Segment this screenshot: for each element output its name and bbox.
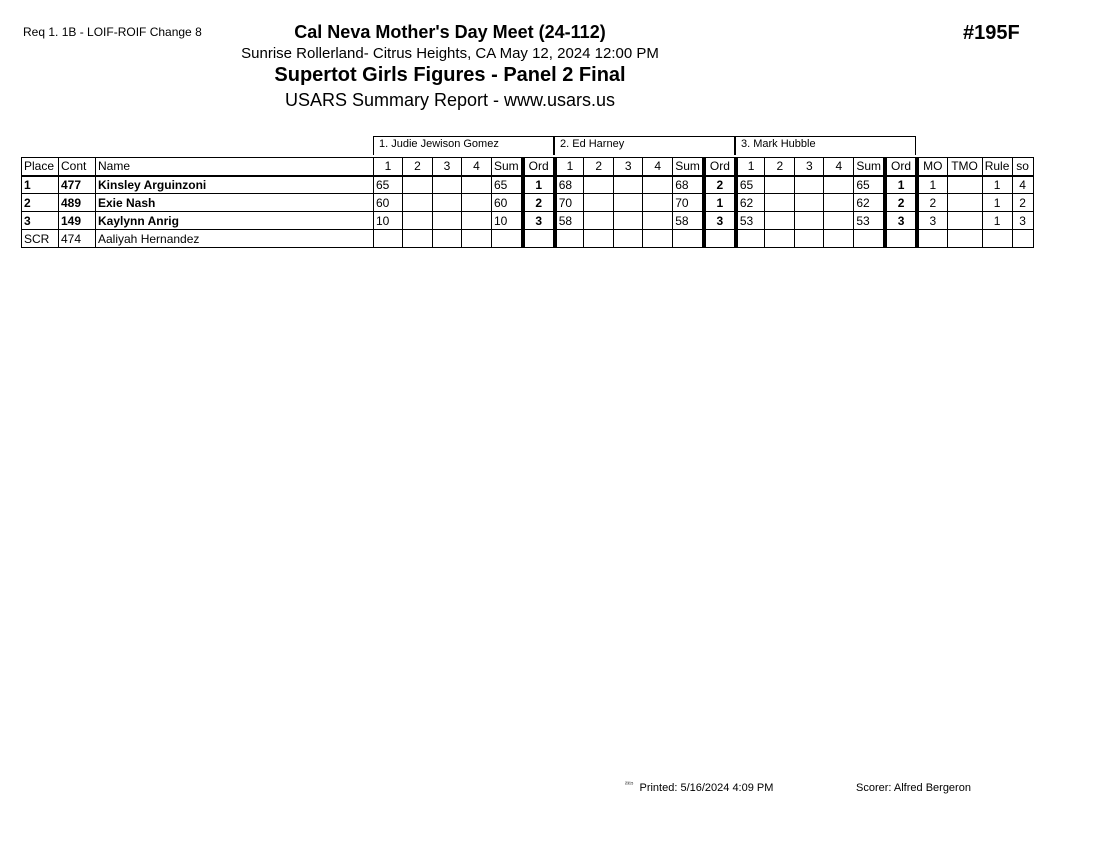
judge-3-figure-score-cell (824, 176, 854, 194)
judge-3-ordinal-cell: 1 (885, 176, 917, 194)
majority-ordinal-cell: 2 (917, 194, 947, 212)
total-majority-ordinal-cell (947, 176, 982, 194)
judge-2-figure-score-cell (584, 212, 614, 230)
printed-text: Printed: 5/16/2024 4:09 PM (639, 782, 774, 794)
col-j1-sum: Sum (492, 158, 523, 176)
judge-2-figure-score-cell (555, 230, 584, 248)
judge-1-figure-score-cell (403, 176, 433, 194)
judge-2-figure-score-cell (614, 194, 643, 212)
judge-2-sum-cell: 70 (673, 194, 704, 212)
contestant-number-cell: 477 (59, 176, 96, 194)
col-j1-fig4: 4 (462, 158, 492, 176)
judge-2-figure-score-cell (584, 176, 614, 194)
judge-2-header: 2. Ed Harney (554, 136, 735, 155)
judge-3-figure-score-cell: 53 (736, 212, 765, 230)
col-name: Name (96, 158, 374, 176)
judge-3-figure-score-cell (795, 194, 824, 212)
judge-1-ordinal-cell: 3 (523, 212, 555, 230)
rule-cell: 1 (982, 212, 1012, 230)
judge-3-figure-score-cell: 65 (736, 176, 765, 194)
sum-of-ordinals-cell: 2 (1012, 194, 1033, 212)
judge-1-figure-score-cell (433, 230, 462, 248)
judge-3-sum-cell: 65 (854, 176, 885, 194)
table-row (22, 194, 1034, 212)
judge-3-figure-score-cell (765, 176, 795, 194)
judge-3-figure-score-cell (824, 212, 854, 230)
judge-2-figure-score-cell (643, 194, 673, 212)
table-row (22, 230, 1034, 248)
rule-cell: 1 (982, 194, 1012, 212)
contestant-number-cell: 489 (59, 194, 96, 212)
col-j1-fig1: 1 (374, 158, 403, 176)
judge-3-figure-score-cell (795, 212, 824, 230)
sum-of-ordinals-cell: 4 (1012, 176, 1033, 194)
col-j3-fig2: 2 (765, 158, 795, 176)
judge-3-figure-score-cell (795, 176, 824, 194)
judge-3-figure-score-cell (765, 230, 795, 248)
judge-1-figure-score-cell (433, 176, 462, 194)
judge-1-figure-score-cell (403, 212, 433, 230)
judge-1-sum-cell: 10 (492, 212, 523, 230)
requirement-note: Req 1. 1B - LOIF-ROIF Change 8 (23, 25, 202, 39)
judge-2-figure-score-cell (614, 176, 643, 194)
judge-1-figure-score-cell (374, 230, 403, 248)
table-row (22, 176, 1034, 194)
col-j2-fig3: 3 (614, 158, 643, 176)
judge-2-ordinal-cell: 2 (704, 176, 736, 194)
judge-2-figure-score-cell (584, 194, 614, 212)
judge-2-figure-score-cell (643, 230, 673, 248)
judge-1-sum-cell: 65 (492, 176, 523, 194)
skater-name-cell: Kinsley Arguinzoni (96, 176, 374, 194)
judge-2-figure-score-cell: 58 (555, 212, 584, 230)
judge-1-figure-score-cell (462, 194, 492, 212)
place-cell: SCR (22, 230, 59, 248)
judge-3-header: 3. Mark Hubble (735, 136, 916, 155)
judge-1-sum-cell: 60 (492, 194, 523, 212)
printed-timestamp (625, 782, 773, 794)
col-j2-fig1: 1 (555, 158, 584, 176)
judge-1-figure-score-cell: 60 (374, 194, 403, 212)
judge-2-sum-cell: 68 (673, 176, 704, 194)
judge-1-figure-score-cell (403, 230, 433, 248)
col-j2-fig2: 2 (584, 158, 614, 176)
place-cell: 1 (22, 176, 59, 194)
meet-location: Sunrise Rollerland- Citrus Heights, CA May 12, 2024 12:00 PM (241, 45, 659, 62)
col-j3-sum: Sum (854, 158, 885, 176)
judge-3-figure-score-cell (736, 230, 765, 248)
judge-2-figure-score-cell: 70 (555, 194, 584, 212)
judge-2-ordinal-cell: 1 (704, 194, 736, 212)
judge-1-figure-score-cell: 10 (374, 212, 403, 230)
judge-1-figure-score-cell (462, 212, 492, 230)
total-majority-ordinal-cell (947, 230, 982, 248)
judge-2-figure-score-cell (584, 230, 614, 248)
place-cell: 2 (22, 194, 59, 212)
contestant-number-cell: 474 (59, 230, 96, 248)
judge-1-ordinal-cell: 2 (523, 194, 555, 212)
col-j2-fig4: 4 (643, 158, 673, 176)
judge-2-ordinal-cell: 3 (704, 212, 736, 230)
judge-2-figure-score-cell (614, 212, 643, 230)
table-row (22, 212, 1034, 230)
report-title: USARS Summary Report - www.usars.us (284, 90, 616, 110)
col-so: so (1012, 158, 1033, 176)
sum-of-ordinals-cell: 3 (1012, 212, 1033, 230)
judge-3-ordinal-cell: 3 (885, 212, 917, 230)
col-tmo: TMO (947, 158, 982, 176)
judge-3-figure-score-cell (795, 230, 824, 248)
rule-cell: 1 (982, 176, 1012, 194)
total-majority-ordinal-cell (947, 212, 982, 230)
col-cont: Cont (59, 158, 96, 176)
judge-3-ordinal-cell (885, 230, 917, 248)
col-j3-fig4: 4 (824, 158, 854, 176)
judge-1-figure-score-cell: 65 (374, 176, 403, 194)
judge-3-figure-score-cell: 62 (736, 194, 765, 212)
rule-cell (982, 230, 1012, 248)
col-j3-fig1: 1 (736, 158, 765, 176)
judge-2-ordinal-cell (704, 230, 736, 248)
col-j2-sum: Sum (673, 158, 704, 176)
judge-1-figure-score-cell (403, 194, 433, 212)
skater-name-cell: Kaylynn Anrig (96, 212, 374, 230)
judge-2-figure-score-cell (643, 176, 673, 194)
judge-1-header: 1. Judie Jewison Gomez (373, 136, 554, 155)
judge-2-figure-score-cell: 68 (555, 176, 584, 194)
col-j1-fig2: 2 (403, 158, 433, 176)
scorer-name: Scorer: Alfred Bergeron (856, 782, 971, 794)
judge-3-figure-score-cell (824, 194, 854, 212)
judge-1-ordinal-cell: 1 (523, 176, 555, 194)
judge-1-figure-score-cell (433, 212, 462, 230)
judge-3-figure-score-cell (765, 212, 795, 230)
column-header-row (22, 158, 1034, 176)
judge-2-figure-score-cell (614, 230, 643, 248)
col-rule: Rule (982, 158, 1012, 176)
judge-3-figure-score-cell (824, 230, 854, 248)
majority-ordinal-cell: 1 (917, 176, 947, 194)
place-cell: 3 (22, 212, 59, 230)
majority-ordinal-cell: 3 (917, 212, 947, 230)
col-mo: MO (917, 158, 947, 176)
results-table (21, 157, 1034, 248)
page-code: ²³¹⁵ (625, 782, 634, 788)
judge-2-sum-cell (673, 230, 704, 248)
judge-3-sum-cell: 53 (854, 212, 885, 230)
sum-of-ordinals-cell (1012, 230, 1033, 248)
judge-2-sum-cell: 58 (673, 212, 704, 230)
col-j2-ord: Ord (704, 158, 736, 176)
majority-ordinal-cell (917, 230, 947, 248)
col-j3-ord: Ord (885, 158, 917, 176)
col-place: Place (22, 158, 59, 176)
judge-3-sum-cell: 62 (854, 194, 885, 212)
judge-1-ordinal-cell (523, 230, 555, 248)
col-j1-fig3: 3 (433, 158, 462, 176)
judge-3-figure-score-cell (765, 194, 795, 212)
judge-1-sum-cell (492, 230, 523, 248)
judge-3-ordinal-cell: 2 (885, 194, 917, 212)
judge-2-figure-score-cell (643, 212, 673, 230)
col-j1-ord: Ord (523, 158, 555, 176)
skater-name-cell: Aaliyah Hernandez (96, 230, 374, 248)
judge-1-figure-score-cell (433, 194, 462, 212)
skater-name-cell: Exie Nash (96, 194, 374, 212)
event-number: #195F (963, 22, 1020, 44)
judge-3-sum-cell (854, 230, 885, 248)
contestant-number-cell: 149 (59, 212, 96, 230)
event-title: Supertot Girls Figures - Panel 2 Final (274, 64, 626, 86)
meet-title: Cal Neva Mother's Day Meet (24-112) (294, 22, 606, 42)
col-j3-fig3: 3 (795, 158, 824, 176)
judge-1-figure-score-cell (462, 176, 492, 194)
total-majority-ordinal-cell (947, 194, 982, 212)
judge-1-figure-score-cell (462, 230, 492, 248)
